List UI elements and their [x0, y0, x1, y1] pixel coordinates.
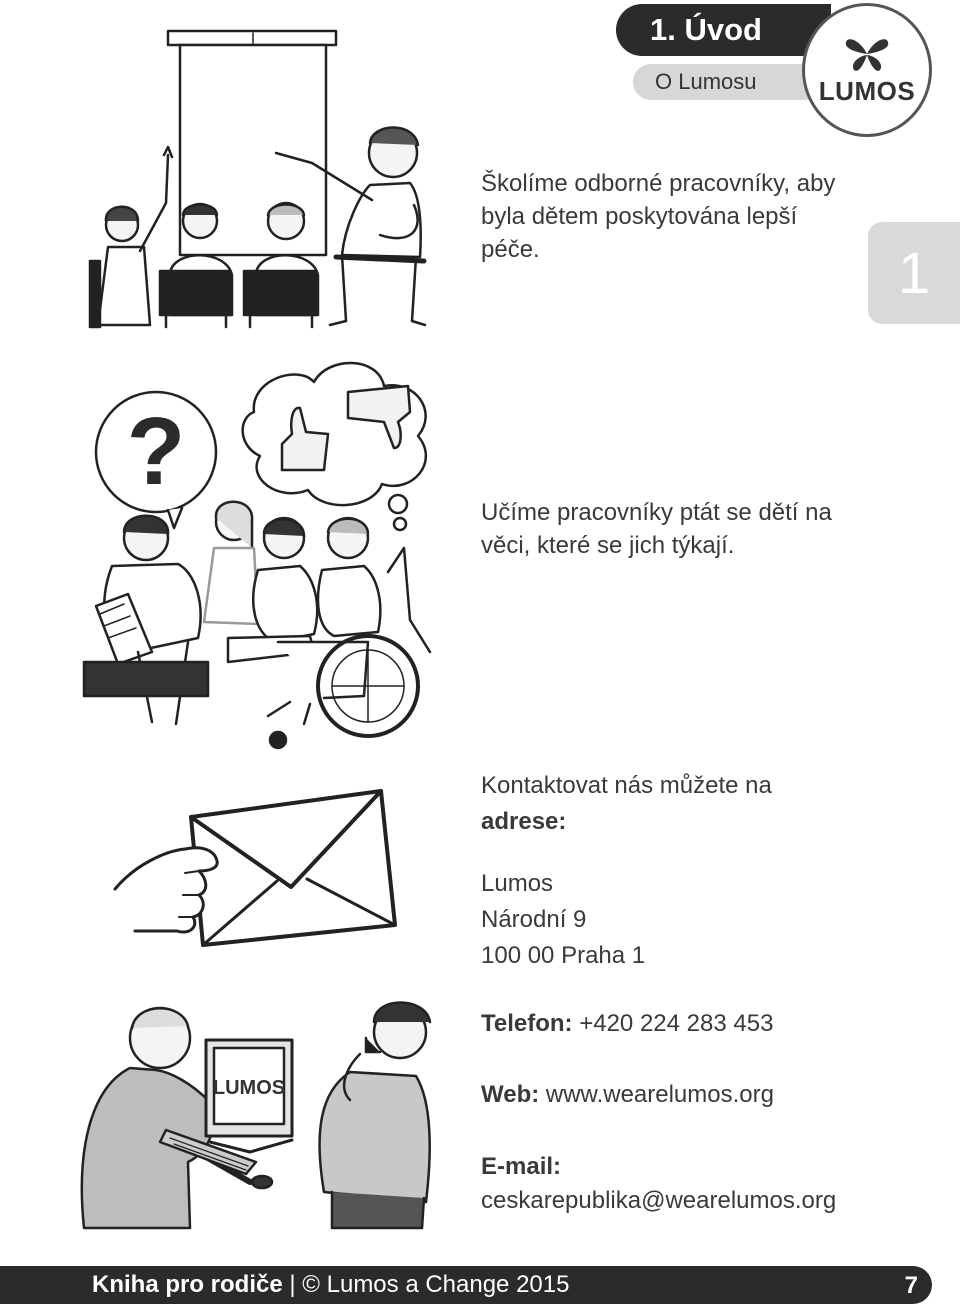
asking-illustration	[78, 352, 448, 762]
contact-intro-text: Kontaktovat nás můžete na	[481, 772, 772, 799]
address-line-2: Národní 9	[481, 906, 587, 933]
address-block	[481, 866, 645, 974]
chapter-tab	[616, 4, 831, 56]
chapter-title: 1. Úvod	[650, 12, 762, 47]
logo-text: LUMOS	[818, 75, 916, 106]
envelope-illustration	[95, 775, 415, 955]
web-link[interactable]: www.wearelumos.org	[545, 1081, 774, 1108]
phone-label: Telefon:	[481, 1010, 573, 1037]
email-link[interactable]: ceskarepublika@wearelumos.org	[481, 1187, 837, 1214]
butterfly-icon	[842, 34, 892, 74]
web-label: Web:	[481, 1081, 540, 1108]
web-line	[481, 1081, 774, 1109]
phone-line	[481, 1010, 773, 1038]
footer-copyright: © Lumos a Change 2015	[302, 1271, 570, 1298]
section-title: O Lumosu	[655, 69, 757, 94]
asking-text: Učíme pracovníky ptát se dětí na věci, které se jich týkají.	[481, 499, 832, 559]
section-tab	[633, 64, 823, 100]
address-line-3: 100 00 Praha 1	[481, 942, 646, 969]
footer-separator: |	[289, 1271, 296, 1298]
question-mark: ?	[126, 398, 186, 505]
chapter-number: 1	[897, 240, 931, 306]
computer-phone-illustration	[70, 992, 460, 1232]
page-number: 7	[904, 1272, 918, 1299]
lumos-logo	[802, 3, 932, 137]
training-illustration	[80, 25, 440, 335]
screen-logo-text: LUMOS	[212, 1077, 286, 1099]
contact-intro	[481, 768, 901, 840]
training-text: Školíme odborné pracovníky, aby byla dětem poskytována lepší péče.	[481, 170, 836, 263]
contact-label: adrese:	[481, 808, 567, 835]
chapter-number-tab	[868, 222, 960, 324]
phone-value[interactable]: +420 224 283 453	[579, 1010, 774, 1037]
footer-text	[0, 1271, 569, 1299]
page-footer	[0, 1266, 932, 1304]
email-label: E-mail:	[481, 1153, 562, 1180]
footer-book-title: Kniha pro rodiče	[92, 1271, 283, 1298]
address-line-1: Lumos	[481, 870, 554, 897]
